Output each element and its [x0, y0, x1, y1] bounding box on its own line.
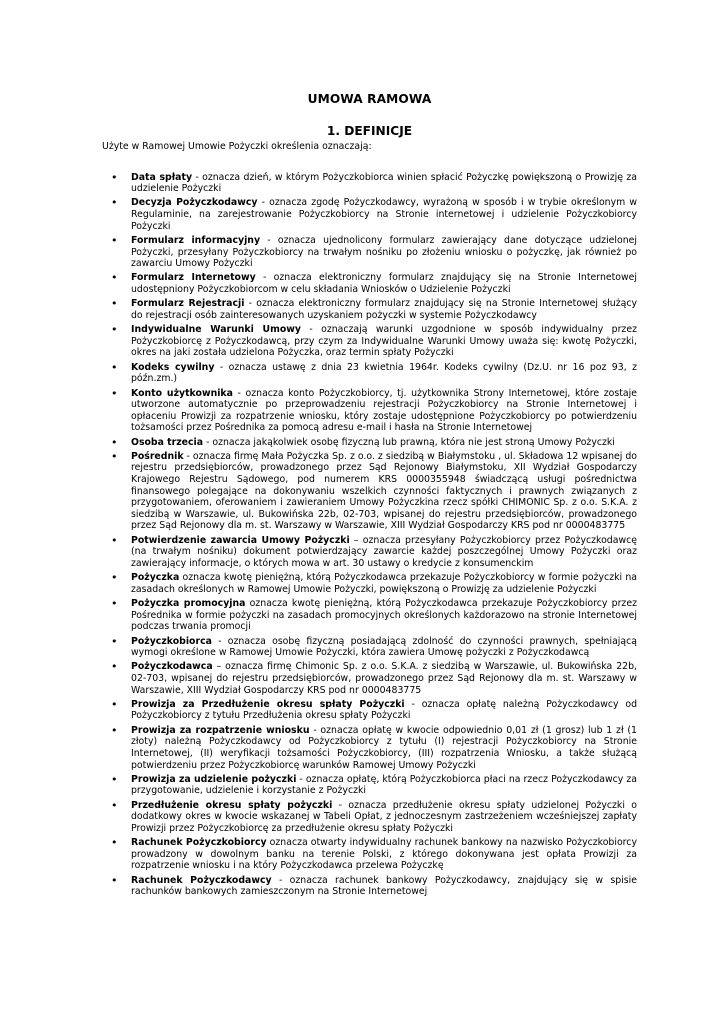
list-item	[102, 272, 637, 295]
list-item	[102, 875, 637, 898]
definition-text: - oznacza firmę Mała Pożyczka Sp. z o.o. z siedzibą w Białymstoku , ul. Składowa 12 wpisanej do rejestru przedsiębiorców, prowadzonego przez Sąd Rejonowy Białymstoku, XII Wydział Gospodarczy Krajowego Rejestru Sądowego, pod numerem KRS 0000355948 świadczącą usługi pośrednictwa finansowego polegające na dokonywaniu wszelkich czynności faktycznych i prawnych związanych z przygotowaniem, oferowaniem i zawieraniem Umowy Pożyczkina rzecz spółki CHIMONIC Sp. z o.o. S.K.A. z siedzibą w Warszawie, ul. Bukowińska 22b, 02-703, wpisanej do rejestru przedsiębiorców, prowadzonego przez Sąd Rejonowy dla m. st. Warszawy w Warszawie, XIII Wydział Gospodarczy KRS pod nr 0000483775	[131, 450, 637, 532]
list-item	[102, 598, 637, 633]
definition-term: Formularz Internetowy	[131, 272, 256, 284]
list-item	[102, 837, 637, 872]
definition-term: Pożyczkobiorca	[131, 635, 212, 647]
definition-term: Rachunek Pożyczkodawcy	[131, 874, 272, 886]
list-item	[102, 437, 637, 449]
list-item	[102, 572, 637, 595]
definition-text: – oznacza przesyłany Pożyczkobiorcy przez Pożyczkodawcę (na trwałym nośniku) dokument potwierdzający zawarcie każdej poszczególnej Umowy Pożyczki oraz zawierający informacje, o których mowa w art. 30 ustawy o kredycie z konsumenckim	[131, 534, 637, 569]
list-item	[102, 636, 637, 659]
definition-text: - oznacza ujednolicony formularz zawierający dane dotyczące udzielonej Pożyczki, przesyłany Pożyczkobiorcy na trwałym nośniku po złożeniu wniosku o pożyczkę, jak również po zawarciu Umowy Pożyczki	[131, 234, 637, 270]
definition-term: Data spłaty	[131, 171, 193, 183]
definition-term: Kodeks cywilny	[131, 361, 215, 373]
definition-term: Formularz informacyjny	[131, 234, 261, 246]
definition-text: oznacza otwarty indywidualny rachunek bankowy na nazwisko Pożyczkobiorcy prowadzony w dowolnym banku na terenie Polski, z którego dokonywana jest opłata Prowizji za rozpatrzenie wniosku i na który Pożyczkodawca przelewa Pożyczkę	[131, 837, 637, 872]
definition-text: - oznacza jakąkolwiek osobę fizyczną lub prawną, która nie jest stroną Umowy Pożyczki	[203, 436, 615, 448]
definition-text: - oznacza konto Pożyczkobiorcy, tj. użytkownika Strony Internetowej, które zostaje utworzone automatycznie po przeprowadzeniu rejestracji Pożyczkobiorcy na Stronie Internetowej i opłaceniu Prowizji za rozpatrzenie wniosku, który zostaje udostępnione Pożyczkobiorcy po potwierdzeniu tożsamości przez Pośrednika za pomocą adresu e-mail i hasła na Stronie Internetowej	[131, 387, 637, 434]
definition-term: Prowizja za rozpatrzenie wniosku	[131, 724, 310, 736]
list-item	[102, 661, 637, 696]
definition-text: oznacza kwotę pieniężną, którą Pożyczkodawca przekazuje Pożyczkobiorcy w formie pożyczki na zasadach określonych w Ramowej Umowie Pożyczki, powiększoną o Prowizję za udzielenie Pożyczki	[131, 572, 637, 595]
list-item	[102, 235, 637, 270]
definition-term: Pożyczka promocyjna	[131, 598, 246, 610]
document-page	[102, 92, 637, 900]
list-item	[102, 725, 637, 771]
definition-text: – oznacza firmę Chimonic Sp. z o.o. S.K.A. z siedzibą w Warszawie, ul. Bukowińska 22b, 02-703, wpisanej do rejestru przedsiębiorców, prowadzonego przez Sąd Rejonowy dla m. st. Warszawy w Warszawie, XIII Wydział Gospodarczy KRS pod nr 0000483775	[131, 661, 637, 696]
definition-text: oznacza kwotę pieniężną, którą Pożyczkodawca przekazuje Pożyczkobiorcy przez Pośrednika w formie pożyczki na zasadach promocyjnych określonych każdorazowo na stronie Internetowej podczas trwania promocji	[131, 598, 637, 633]
definition-text: - oznacza elektroniczny formularz znajdujący się na Stronie Internetowej udostępniony Pożyczkobiorcom w celu składania Wniosków o Udzielenie Pożyczki	[131, 272, 637, 295]
definition-term: Formularz Rejestracji	[131, 298, 245, 310]
list-item	[102, 774, 637, 797]
list-item	[102, 298, 637, 321]
definition-term: Konto użytkownika	[131, 387, 233, 399]
intro-text: Użyte w Ramowej Umowie Pożyczki określenia oznaczają:	[102, 141, 372, 152]
definition-term: Przedłużenie okresu spłaty pożyczki	[131, 799, 333, 811]
definition-text: - oznacza osobę fizyczną posiadającą zdolność do czynności prawnych, spełniającą wymogi określone w Ramowej Umowie Pożyczki, która zawiera Umowę pożyczki z Pożyczkodawcą	[131, 635, 637, 659]
definition-text: - oznaczają warunki uzgodnione w sposób indywidualny przez Pożyczkobiorcę z Pożyczkodawcą, przy czym za Indywidualne Warunki Umowy uważa się: kwotę Pożyczki, okres na jaki została udzielona Pożyczka, oraz termin spłaty Pożyczki	[131, 324, 637, 359]
definition-term: Indywidualne Warunki Umowy	[131, 324, 301, 336]
definition-text: - oznacza opłatę w kwocie odpowiednio 0,01 zł (1 grosz) lub 1 zł (1 złoty) należną Pożyczkodawcy od Pożyczkobiorcy z tytułu (I) rejestracji Pożyczkobiorcy na Stronie Internetowej, (II) weryfikacji tożsamości Pożyczkobiorcy, (III) rozpatrzenia Wniosku, a także służącą potwierdzeniu przez Pożyczkobiorcę warunków Ramowej Umowy Pożyczki	[131, 724, 637, 771]
definition-term: Rachunek Pożyczkobiorcy	[131, 837, 267, 849]
list-item	[102, 800, 637, 835]
list-item	[102, 172, 637, 195]
list-item	[102, 535, 637, 570]
definition-text: - oznacza rachunek bankowy Pożyczkodawcy, znajdujący się w spisie rachunków bankowych zamieszczonym na Stronie Internetowej	[131, 874, 637, 898]
definition-term: Prowizja za Przedłużenie okresu spłaty Pożyczki	[131, 698, 405, 710]
definitions-list	[102, 172, 637, 898]
list-item	[102, 362, 637, 385]
list-item	[102, 197, 637, 232]
definition-term: Pożyczkodawca	[131, 661, 213, 673]
definition-text: - oznacza opłatę należną Pożyczkodawcy od Pożyczkobiorcy z tytułu Przedłużenia okresu spłaty Pożyczki	[131, 698, 637, 722]
definition-term: Pośrednik	[131, 450, 184, 462]
list-item	[102, 388, 637, 434]
definition-term: Osoba trzecia	[131, 436, 204, 448]
definition-term: Potwierdzenie zawarcia Umowy Pożyczki	[131, 534, 350, 546]
definition-text: - oznacza przedłużenie okresu spłaty udzielonej Pożyczki o dodatkowy okres w kwocie wskazanej w Tabeli Opłat, z jednoczesnym zastrzeżeniem wcześniejszej zapłaty Prowizji przez Pożyczkobiorcę za przedłużenie okresu spłaty Pożyczki	[131, 799, 637, 834]
definition-text: - oznacza zgodę Pożyczkodawcy, wyrażoną w sposób i w trybie określonym w Regulaminie, na zarejestrowanie Pożyczkobiorcy na Stronie internetowej i udzielenie Pożyczkobiorcy Pożyczki	[131, 197, 637, 232]
list-item	[102, 324, 637, 359]
definition-text: - oznacza dzień, w którym Pożyczkobiorca winien spłacić Pożyczkę powiększoną o Prowizję za udzielenie Pożyczki	[131, 171, 637, 195]
definition-term: Prowizja za udzielenie pożyczki	[131, 773, 297, 785]
definition-term: Decyzja Pożyczkodawcy	[131, 197, 258, 209]
definition-text: - oznacza elektroniczny formularz znajdujący się na Stronie Internetowej służący do rejestracji osób zainteresowanych uzyskaniem pożyczki w systemie Pożyczkodawcy	[131, 298, 637, 321]
document-title: UMOWA RAMOWA	[307, 92, 432, 106]
definition-term: Pożyczka	[131, 572, 180, 584]
definition-text: - oznacza opłatę, którą Pożyczkobiorca płaci na rzecz Pożyczkodawcy za przygotowanie, udzielenie i korzystanie z Pożyczki	[131, 773, 637, 797]
list-item	[102, 699, 637, 722]
list-item	[102, 451, 637, 532]
section-heading: 1. DEFINICJE	[326, 124, 413, 138]
definition-text: - oznacza ustawę z dnia 23 kwietnia 1964r. Kodeks cywilny (Dz.U. nr 16 poz 93, z późn.zm.)	[131, 361, 637, 385]
